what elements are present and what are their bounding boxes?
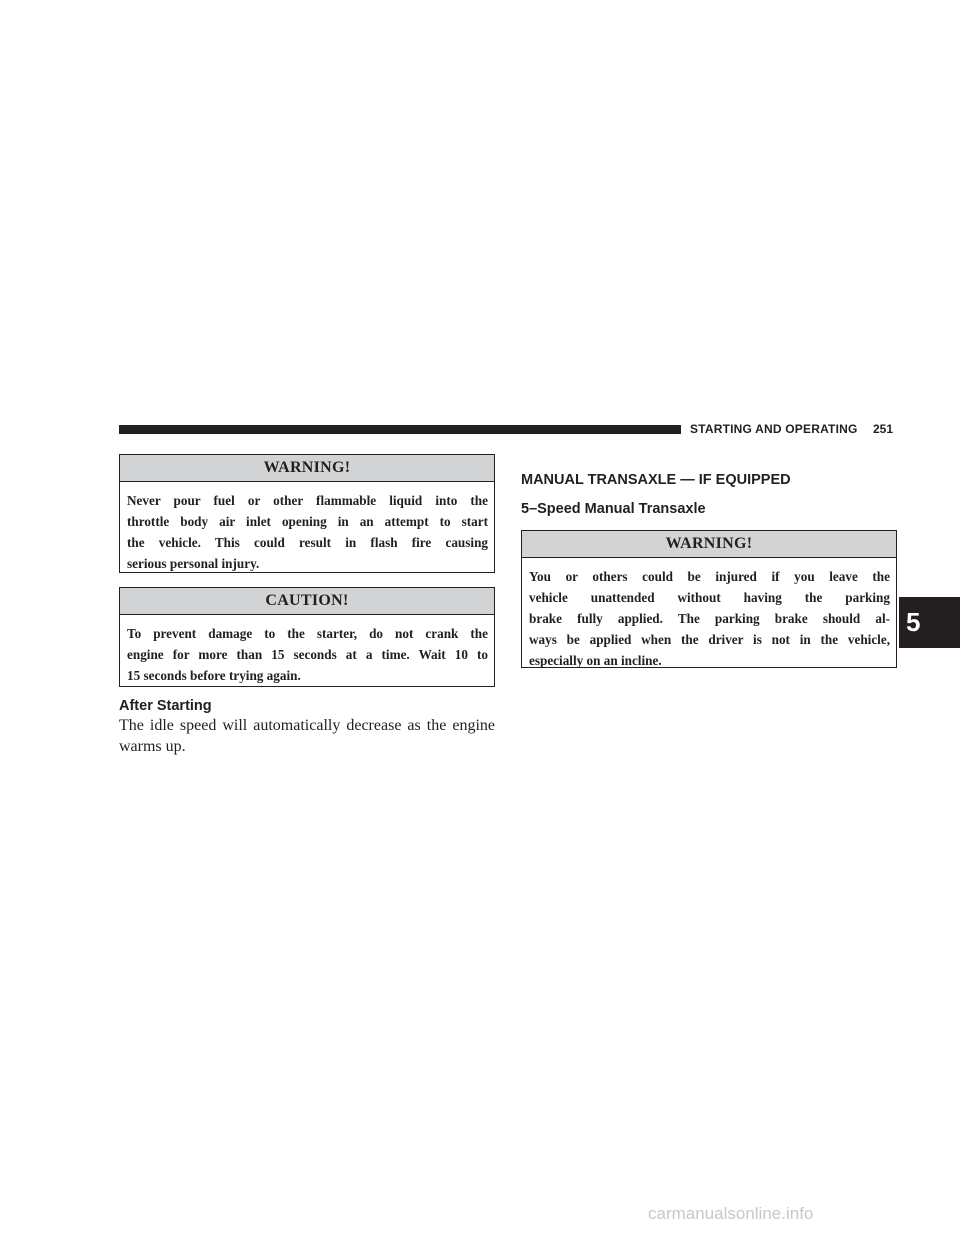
warning-text-line: throttle body air inlet opening in an attempt to start	[127, 514, 488, 529]
caution-text	[120, 615, 494, 686]
warning-text-line: especially on an incline.	[529, 653, 662, 668]
warning-title: WARNING!	[120, 455, 494, 482]
caution-text-line: 15 seconds before trying again.	[127, 668, 301, 683]
warning-text-line: serious personal injury.	[127, 556, 260, 571]
five-speed-subheading: 5–Speed Manual Transaxle	[521, 501, 706, 517]
caution-box-starter	[119, 587, 495, 687]
page-number: 251	[873, 422, 894, 436]
after-starting-heading: After Starting	[119, 698, 212, 714]
paragraph-line: The idle speed will automatically decrease as the engine	[119, 717, 495, 734]
warning-text-line: You or others could be injured if you leave the	[529, 569, 890, 584]
paragraph-line: warms up.	[119, 738, 186, 755]
caution-text-line: To prevent damage to the starter, do not crank the	[127, 626, 488, 641]
watermark: carmanualsonline.info	[648, 1204, 814, 1223]
warning-box-fuel	[119, 454, 495, 573]
warning-box-parking-brake	[521, 530, 897, 668]
warning-text-line: Never pour fuel or other flammable liquid into the	[127, 493, 488, 508]
after-starting-paragraph	[119, 715, 495, 757]
manual-transaxle-heading: MANUAL TRANSAXLE — IF EQUIPPED	[521, 472, 791, 488]
chapter-tab: 5	[899, 597, 960, 648]
warning-text-line: vehicle unattended without having the parking	[529, 590, 890, 605]
warning-text	[120, 482, 494, 574]
caution-text-line: engine for more than 15 seconds at a time. Wait 10 to	[127, 647, 488, 662]
warning-text-line: brake fully applied. The parking brake should al-	[529, 611, 890, 626]
caution-title: CAUTION!	[120, 588, 494, 615]
warning-text-line: the vehicle. This could result in flash fire causing	[127, 535, 488, 550]
warning-text-line: ways be applied when the driver is not in the vehicle,	[529, 632, 890, 647]
warning-text	[522, 558, 896, 671]
header-rule	[119, 425, 681, 434]
section-title: STARTING AND OPERATING	[690, 422, 858, 436]
warning-title: WARNING!	[522, 531, 896, 558]
